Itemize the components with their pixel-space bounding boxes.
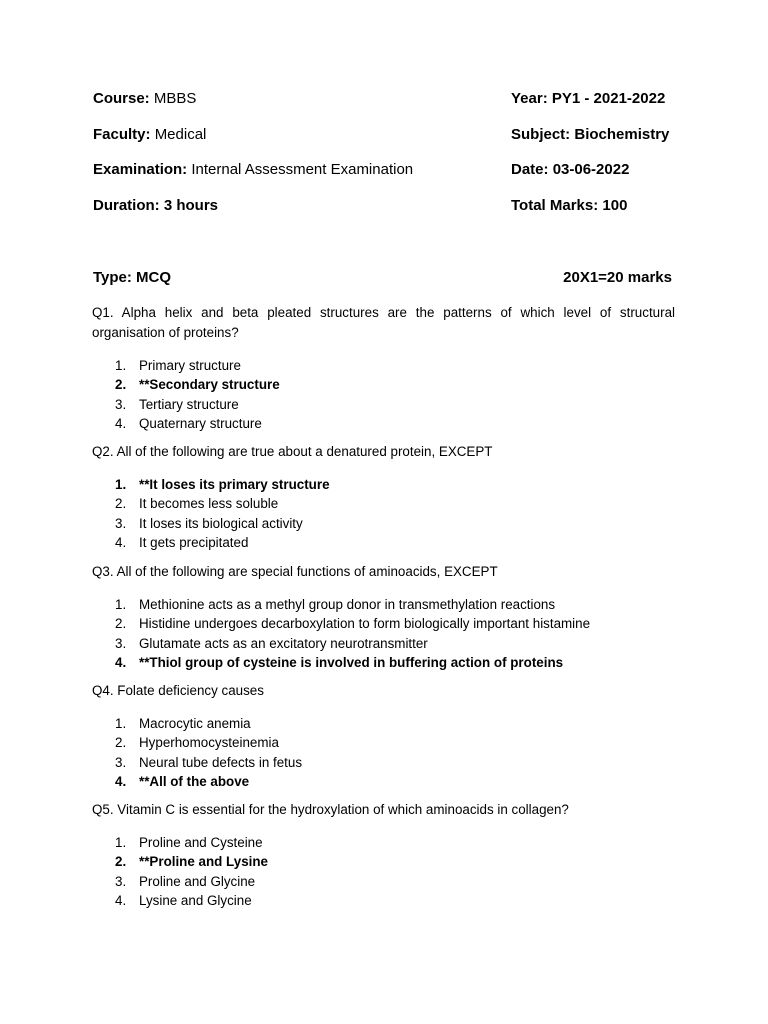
option-text: Neural tube defects in fetus (139, 754, 303, 770)
option-number: 1. (115, 835, 127, 850)
option-text: Hyperhomocysteinemia (139, 735, 279, 751)
option-text: **Thiol group of cysteine is involved in buffering action of proteins (139, 654, 564, 670)
option-text: Proline and Glycine (139, 873, 256, 889)
option-number: 4. (115, 892, 127, 908)
option-text: **Proline and Lysine (139, 854, 268, 870)
option-item-answer (115, 653, 590, 672)
option-item (115, 533, 330, 552)
option-text: Proline and Cysteine (139, 835, 263, 850)
section-type-label: Type: MCQ (93, 269, 172, 286)
duration-field (93, 196, 218, 216)
option-item (115, 753, 302, 772)
option-number: 3. (115, 873, 127, 889)
option-item (115, 414, 280, 433)
course-value: MBBS (153, 90, 197, 107)
year-value: PY1 - 2021-2022 (551, 90, 666, 107)
question-2: Q2. All of the following are true about a denatured protein, EXCEPT (92, 444, 493, 459)
option-item-answer (115, 375, 280, 394)
option-number: 3. (115, 754, 127, 770)
subject-value: Biochemistry (574, 126, 670, 143)
date-label: Date: (511, 161, 549, 178)
option-number: 1. (115, 477, 127, 492)
option-number: 2. (115, 616, 127, 632)
option-item (115, 872, 268, 891)
option-text: It becomes less soluble (139, 496, 279, 512)
option-number: 4. (115, 654, 127, 670)
total-marks-label: Total Marks: (511, 197, 599, 214)
option-number: 3. (115, 396, 127, 412)
faculty-field (93, 125, 206, 145)
option-text: Quaternary structure (139, 415, 262, 431)
question-1-options (115, 356, 280, 433)
exam-label: Examination: (93, 161, 188, 178)
option-number: 1. (115, 716, 127, 731)
option-item (115, 494, 330, 513)
option-text: It loses its biological activity (139, 515, 303, 531)
option-text: It gets precipitated (139, 534, 249, 550)
option-item (115, 514, 330, 533)
question-4-options (115, 714, 302, 791)
exam-value: Internal Assessment Examination (191, 161, 414, 178)
option-text: Lysine and Glycine (139, 892, 252, 908)
subject-field (511, 125, 669, 145)
option-number: 3. (115, 635, 127, 651)
option-text: Methionine acts as a methyl group donor in transmethylation reactions (139, 597, 556, 612)
exam-field (93, 160, 413, 180)
year-field (511, 89, 665, 109)
question-3: Q3. All of the following are special functions of aminoacids, EXCEPT (92, 564, 498, 579)
option-text: Macrocytic anemia (139, 716, 251, 731)
course-label: Course: (93, 90, 150, 107)
option-text: **Secondary structure (139, 377, 280, 393)
option-item (115, 714, 302, 733)
option-text: Histidine undergoes decarboxylation to form biologically important histamine (139, 616, 591, 632)
duration-label: Duration: (93, 197, 160, 214)
option-number: 3. (115, 515, 127, 531)
option-item (115, 891, 268, 910)
date-field (511, 160, 629, 180)
question-5: Q5. Vitamin C is essential for the hydroxylation of which aminoacids in collagen? (92, 802, 569, 817)
option-item (115, 395, 280, 414)
option-number: 4. (115, 534, 127, 550)
option-number: 4. (115, 415, 127, 431)
course-field (93, 89, 196, 109)
subject-label: Subject: (511, 126, 571, 143)
option-number: 4. (115, 773, 127, 789)
date-value: 03-06-2022 (552, 161, 630, 178)
option-text: Primary structure (139, 358, 241, 373)
option-item (115, 614, 590, 633)
option-number: 1. (115, 597, 127, 612)
duration-value: 3 hours (163, 197, 219, 214)
year-label: Year: (511, 90, 548, 107)
question-3-options (115, 595, 590, 672)
question-4: Q4. Folate deficiency causes (92, 683, 264, 698)
option-text: **All of the above (139, 773, 250, 789)
option-number: 2. (115, 496, 127, 512)
question-2-options (115, 475, 330, 552)
option-item-answer (115, 772, 302, 791)
option-number: 2. (115, 377, 127, 393)
option-item-answer (115, 852, 268, 871)
total-marks-value: 100 (602, 197, 628, 214)
option-text: **It loses its primary structure (139, 477, 330, 492)
option-item (115, 634, 590, 653)
option-item (115, 833, 268, 852)
option-item (115, 595, 590, 614)
option-text: Tertiary structure (139, 396, 239, 412)
faculty-label: Faculty: (93, 126, 151, 143)
section-marks: 20X1=20 marks (563, 269, 672, 286)
question-5-options (115, 833, 268, 910)
option-text: Glutamate acts as an excitatory neurotransmitter (139, 635, 428, 651)
option-item (115, 733, 302, 752)
option-number: 1. (115, 358, 127, 373)
question-1: Q1. Alpha helix and beta pleated structures are the patterns of which level of structural organisation of proteins? (92, 305, 675, 340)
option-number: 2. (115, 854, 127, 870)
option-item (115, 356, 280, 375)
option-number: 2. (115, 735, 127, 751)
faculty-value: Medical (154, 126, 207, 143)
total-marks-field (511, 196, 627, 216)
option-item-answer (115, 475, 330, 494)
